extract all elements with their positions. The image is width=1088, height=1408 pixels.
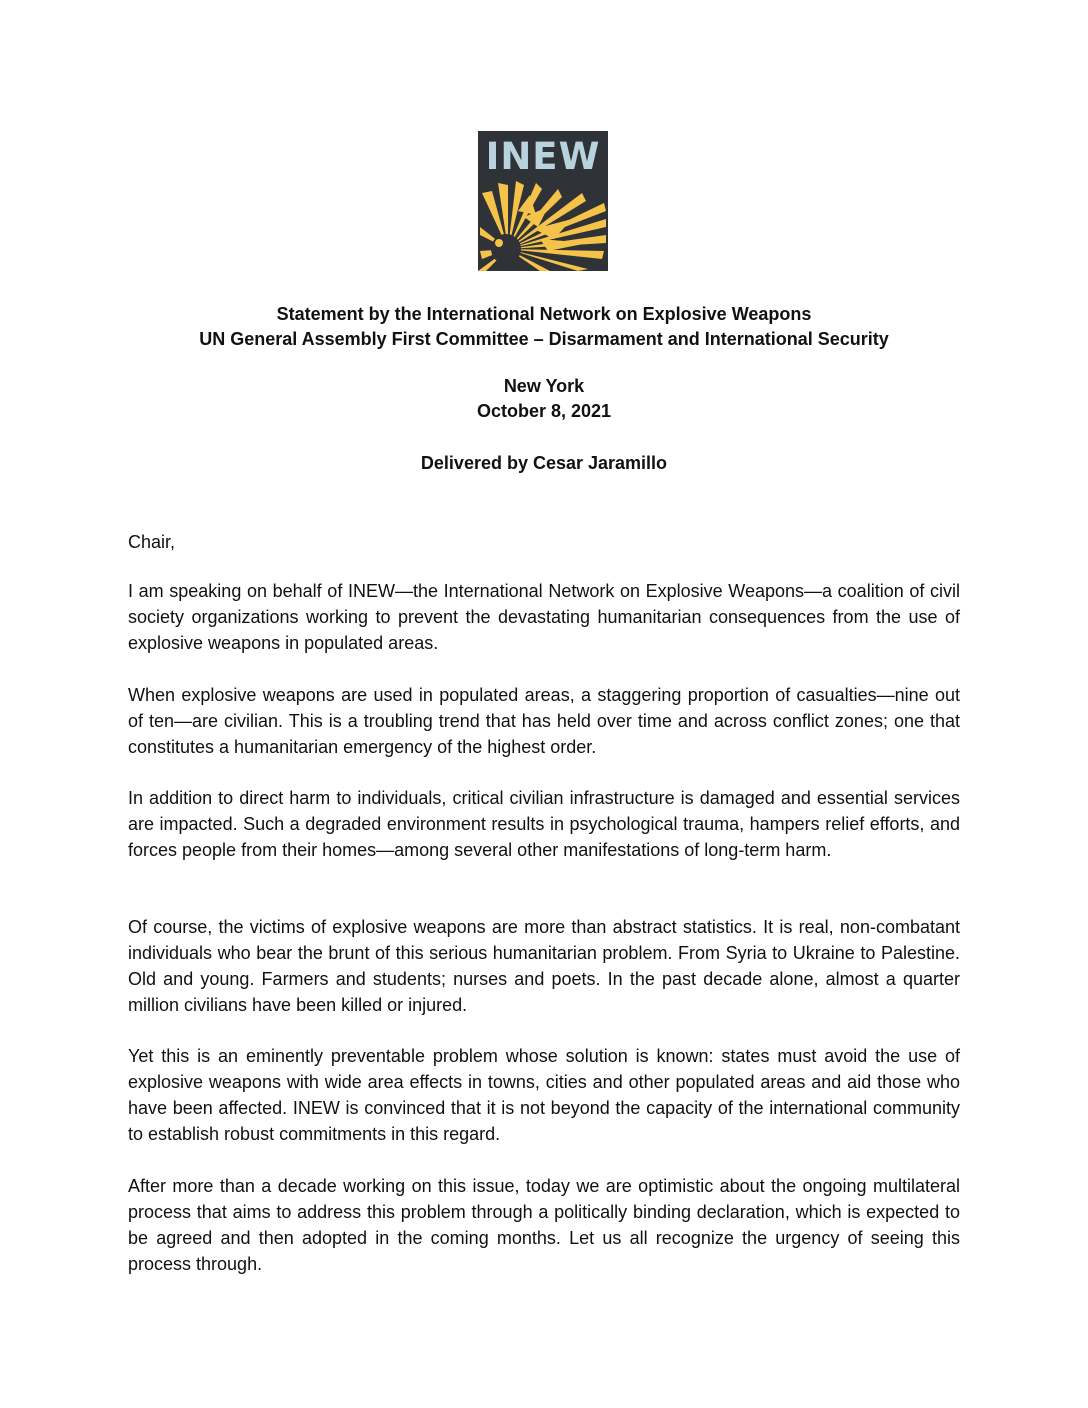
- statement-title-line1: Statement by the International Network on Explosive Weapons: [276, 304, 812, 324]
- body-paragraph: Yet this is an eminently preventable problem whose solution is known: states must avoid the use of explosive weapons with wide area effects in towns, cities and other populated areas and aid those who have been affected. INEW is convinced that it is not beyond the capacity of the international community to establish robust commitments in this regard.: [128, 1046, 960, 1144]
- body-paragraph: Of course, the victims of explosive weapons are more than abstract statistics. It is real, non-combatant individuals who bear the brunt of this serious humanitarian problem. From Syria to Ukraine to Palestine. Old and young. Farmers and students; nurses and poets. In the past decade alone, almost a quarter million civilians have been killed or injured.: [128, 917, 960, 1015]
- location: New York: [503, 376, 585, 396]
- inew-logo: [478, 131, 608, 271]
- body-paragraph: After more than a decade working on this issue, today we are optimistic about the ongoing multilateral process that aims to address this problem through a politically binding declaration, which is expected to be agreed and then adopted in the coming months. Let us all recognize the urgency of seeing this process through.: [128, 1176, 960, 1274]
- date: October 8, 2021: [476, 401, 612, 421]
- logo-wordmark: INEW: [485, 135, 601, 178]
- statement-title-line2: UN General Assembly First Committee – Disarmament and International Security: [199, 329, 889, 349]
- body-paragraph: I am speaking on behalf of INEW—the International Network on Explosive Weapons—a coalition of civil society organizations working to prevent the devastating humanitarian consequences from the use of explosive weapons in populated areas.: [128, 581, 960, 653]
- body-paragraph: When explosive weapons are used in populated areas, a staggering proportion of casualties—nine out of ten—are civilian. This is a troubling trend that has held over time and across conflict zones; one that constitutes a humanitarian emergency of the highest order.: [128, 685, 960, 757]
- body-paragraph: In addition to direct harm to individuals, critical civilian infrastructure is damaged and essential services are impacted. Such a degraded environment results in psychological trauma, hampers relief efforts, and forces people from their homes—among several other manifestations of long-term harm.: [128, 788, 960, 860]
- explosion-burst-icon: [478, 131, 608, 271]
- delivered-by: Delivered by Cesar Jaramillo: [420, 453, 668, 473]
- salutation: Chair,: [128, 532, 176, 552]
